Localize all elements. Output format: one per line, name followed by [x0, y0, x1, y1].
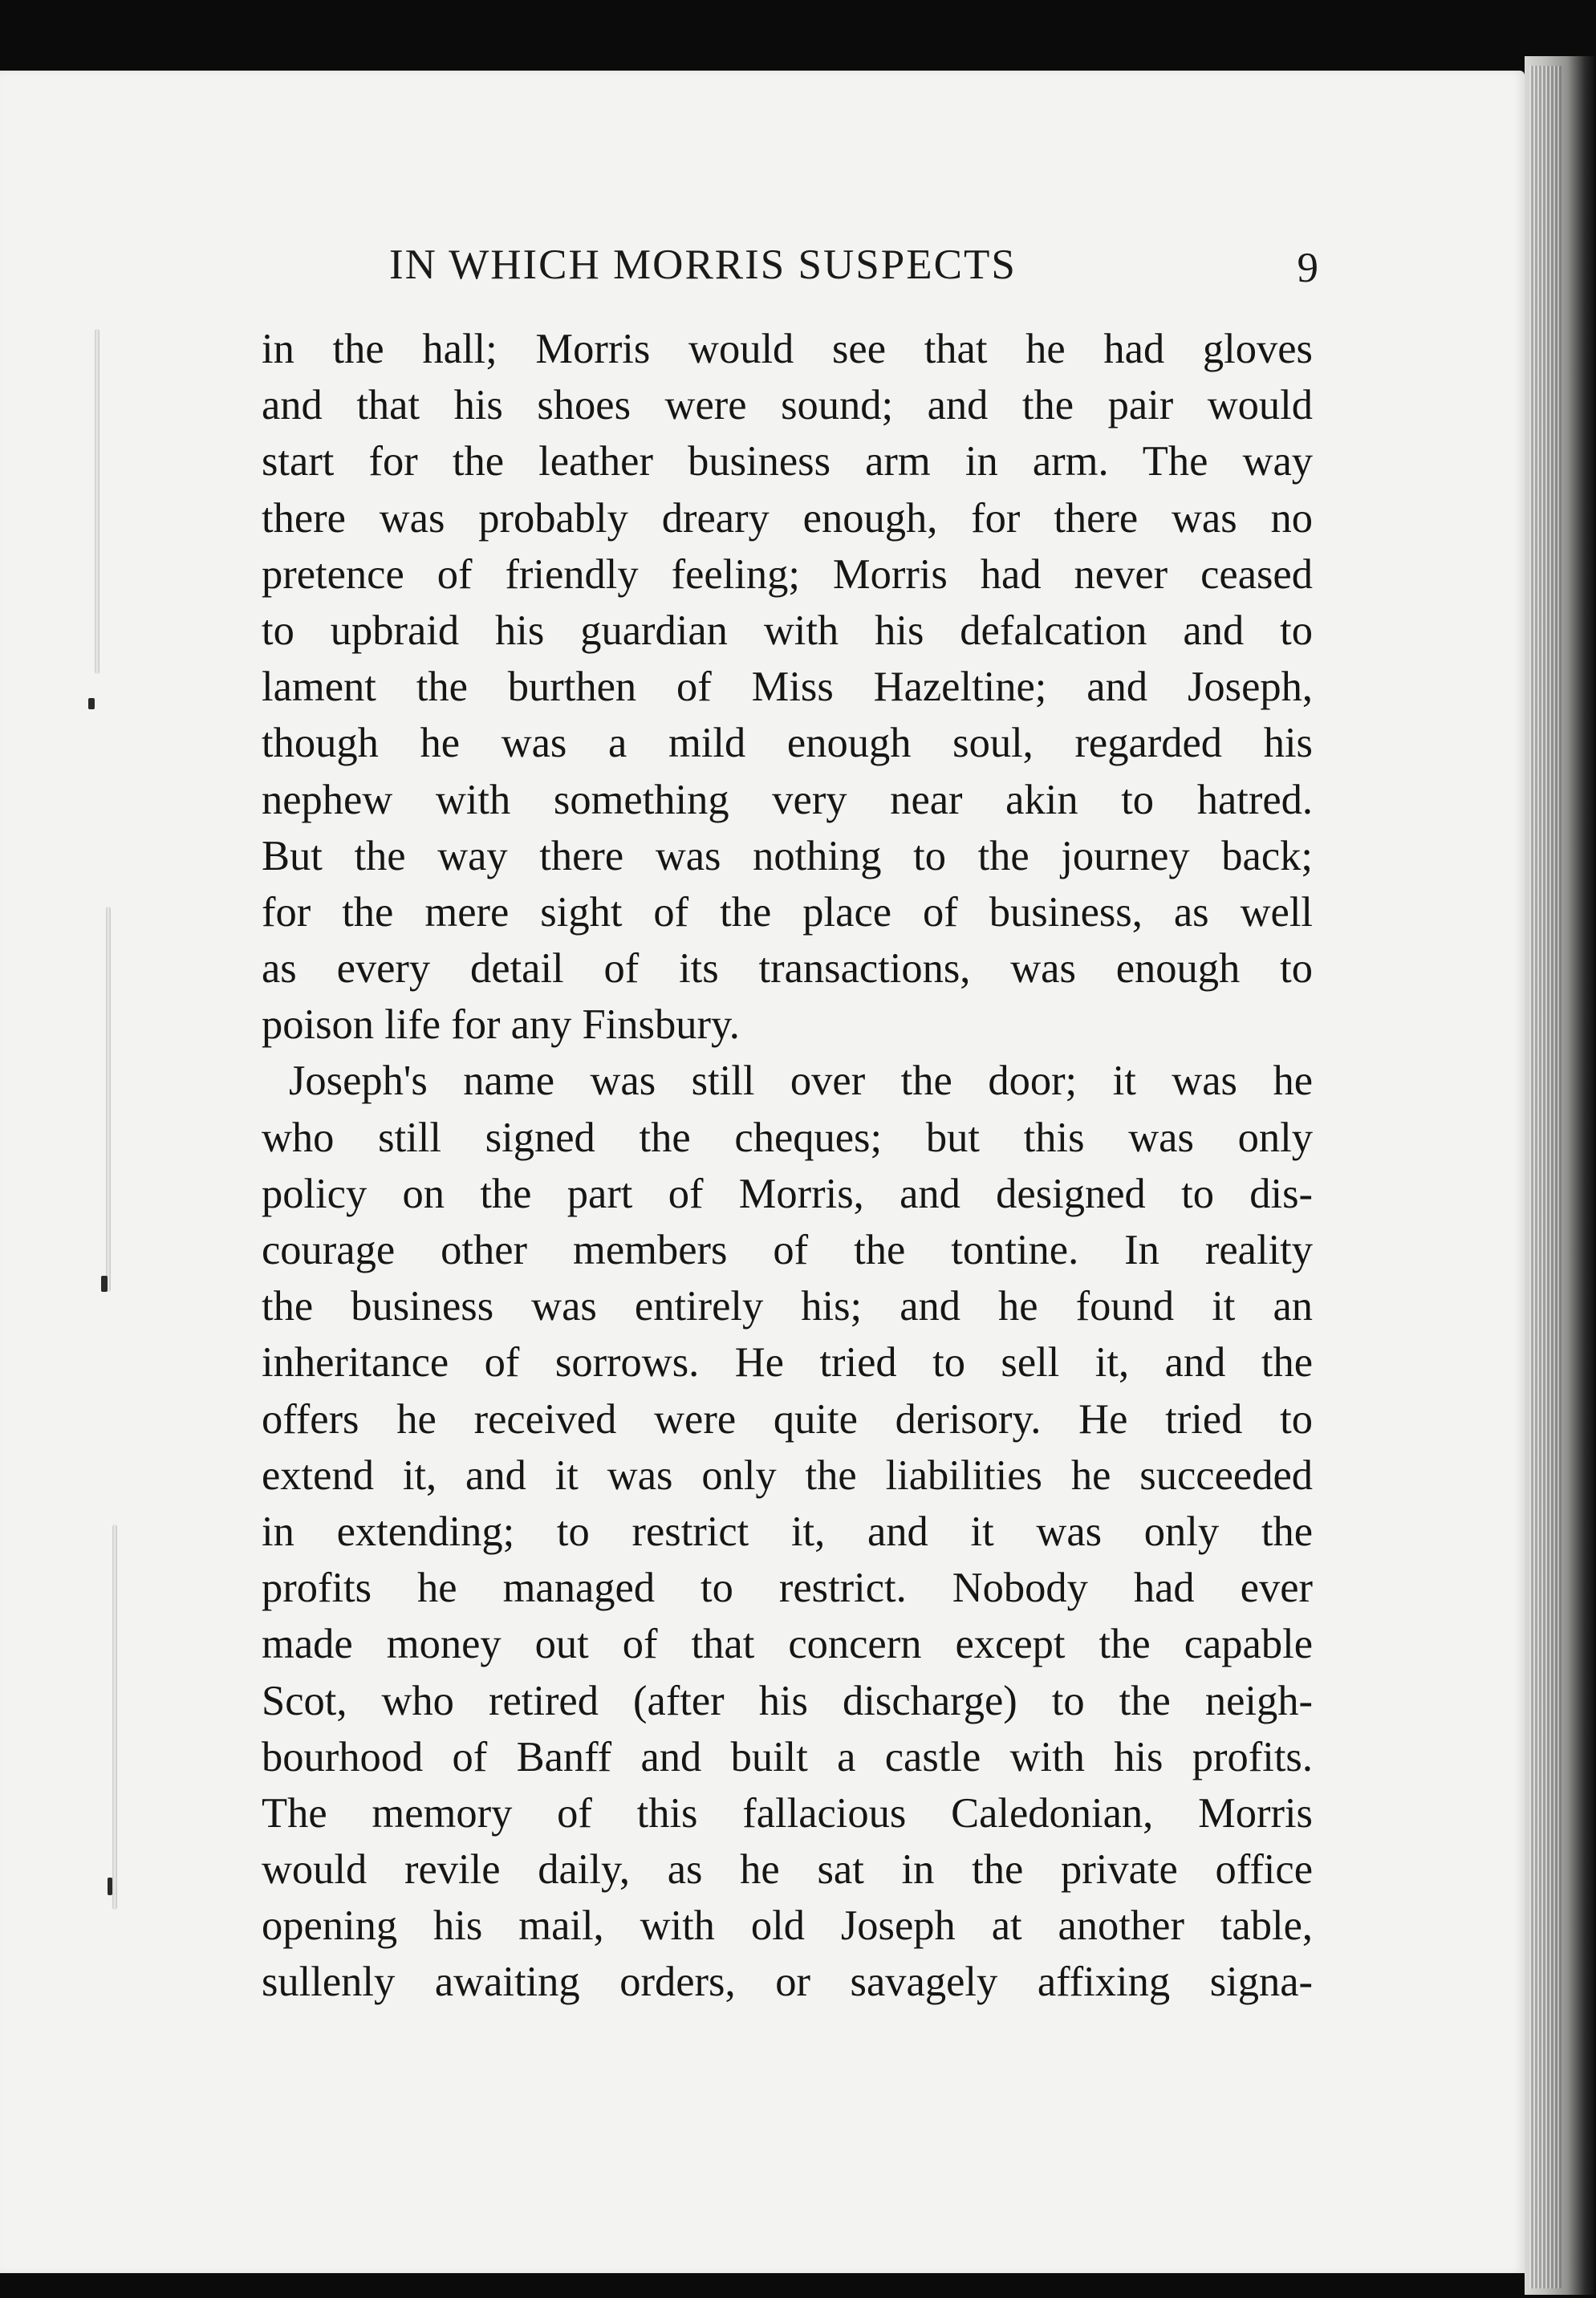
- text-line: for the mere sight of the place of business, as well: [262, 888, 1313, 936]
- running-head: [389, 241, 1320, 305]
- text-line: in extending; to restrict it, and it was only the: [262, 1508, 1313, 1555]
- text-line: though he was a mild enough soul, regarded his: [262, 720, 1313, 767]
- text-line: The memory of this fallacious Caledonian, Morris: [262, 1789, 1313, 1837]
- text-line: who still signed the cheques; but this was only: [262, 1114, 1313, 1161]
- binding-thread-mark: [95, 329, 99, 674]
- text-line: and that his shoes were sound; and the pair would: [262, 382, 1313, 429]
- binding-thread-mark: [112, 1525, 117, 1910]
- text-line: opening his mail, with old Joseph at another table,: [262, 1902, 1313, 1950]
- text-line: policy on the part of Morris, and designed to dis-: [262, 1170, 1313, 1217]
- text-line: extend it, and it was only the liabilities he succeeded: [262, 1451, 1313, 1499]
- page-edge-lines: [1529, 66, 1561, 2288]
- text-line: nephew with something very near akin to hatred.: [262, 776, 1313, 823]
- text-line: lament the burthen of Miss Hazeltine; and Joseph,: [262, 664, 1313, 711]
- paragraph-start-line: Joseph's name was still over the door; it was he: [289, 1058, 1313, 1105]
- paragraph-end-line: poison life for any Finsbury.: [262, 1001, 740, 1049]
- text-line: in the hall; Morris would see that he had gloves: [262, 326, 1313, 372]
- text-line: would revile daily, as he sat in the private office: [262, 1846, 1313, 1894]
- binding-thread-mark: [106, 907, 111, 1292]
- text-line: inheritance of sorrows. He tried to sell it, and the: [262, 1339, 1313, 1387]
- text-line: made money out of that concern except the capable: [262, 1621, 1313, 1668]
- text-line: sullenly awaiting orders, or savagely affixing signa-: [262, 1959, 1313, 2006]
- text-line: profits he managed to restrict. Nobody had ever: [262, 1565, 1313, 1612]
- text-line: as every detail of its transactions, was enough to: [262, 945, 1313, 993]
- text-line: courage other members of the tontine. In reality: [262, 1227, 1313, 1273]
- text-line: to upbraid his guardian with his defalcation and to: [262, 607, 1313, 654]
- text-line: offers he received were quite derisory. He tried to: [262, 1395, 1313, 1443]
- body-text: [262, 321, 1313, 2011]
- text-line: bourhood of Banff and built a castle with his profits.: [262, 1733, 1313, 1780]
- page-number: 9: [1297, 245, 1320, 291]
- scan-speck: [108, 1878, 112, 1895]
- text-line: start for the leather business arm in arm. The way: [262, 438, 1313, 485]
- text-line: there was probably dreary enough, for there was no: [262, 494, 1313, 542]
- text-line: the business was entirely his; and he found it an: [262, 1283, 1313, 1330]
- scan-speck: [101, 1276, 108, 1292]
- text-line: pretence of friendly feeling; Morris had never ceased: [262, 550, 1313, 598]
- text-line: Scot, who retired (after his discharge) to the neigh-: [262, 1677, 1313, 1724]
- running-title: IN WHICH MORRIS SUSPECTS: [389, 242, 1017, 288]
- scan-speck: [88, 698, 95, 709]
- text-line: But the way there was nothing to the journey back;: [262, 832, 1313, 879]
